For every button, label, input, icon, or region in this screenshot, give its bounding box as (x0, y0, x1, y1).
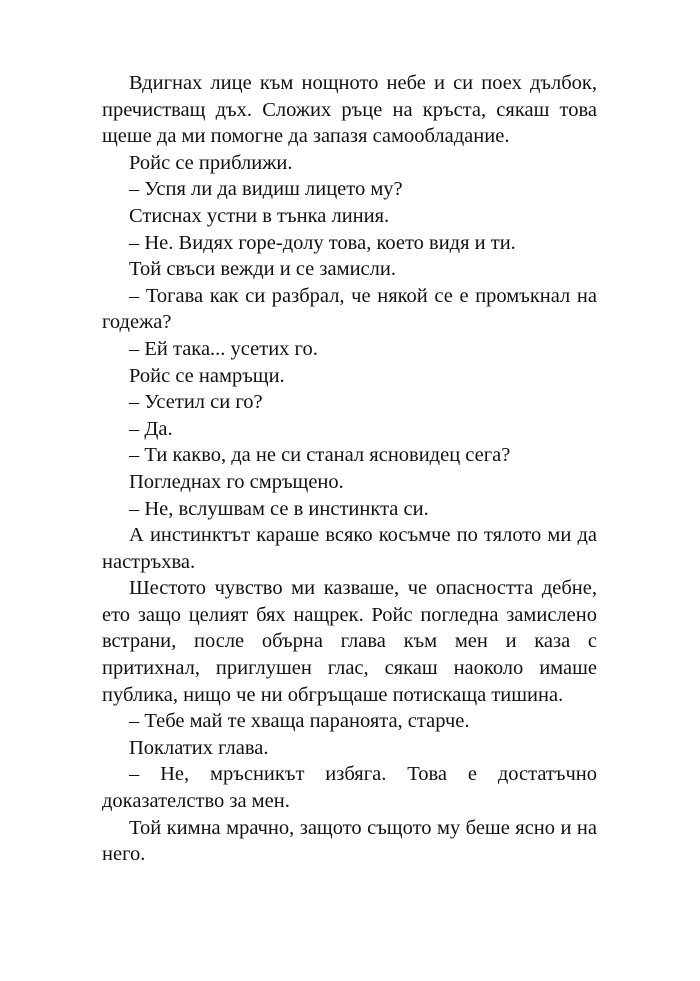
paragraph: Погледнах го смръщено. (129, 470, 344, 493)
paragraph: – Не, вслушвам се в инстинкта си. (129, 497, 429, 520)
paragraph: Той кимна мрачно, защото същото му беше ясно и на него. (102, 816, 597, 866)
paragraph: Той свъси вежди и се замисли. (129, 258, 396, 281)
paragraph: Шестото чувство ми казваше, че опасността дебне, ето защо целият бях нащрек. Ройс погледна замислено встрани, после обърна глава към мен и каза с притихнал, приглушен глас, сякаш наоколо имаше публика, нищо че ни обгръщаше потискаща тишина. (102, 577, 597, 706)
paragraph: – Ти какво, да не си станал ясновидец сега? (129, 444, 511, 467)
paragraph: – Успя ли да видиш лицето му? (129, 178, 403, 201)
paragraph: А инстинктът караше всяко косъмче по тялото ми да настръхва. (102, 524, 597, 573)
paragraph: Ройс се намръщи. (129, 364, 285, 387)
paragraph: – Да. (129, 417, 173, 440)
paragraph: Вдигнах лице към нощното небе и си поех дълбок, пречистващ дъх. Сложих ръце на кръста, сякаш това щеше да ми помогне да запазя самообладание. (102, 72, 597, 148)
paragraph: – Не. Видях горе-долу това, което видя и ти. (129, 231, 516, 254)
paragraph: – Тогава как си разбрал, че някой се е промъкнал на годежа? (102, 284, 597, 334)
paragraph: – Не, мръсникът избяга. Това е достатъчно доказателство за мен. (102, 763, 597, 813)
paragraph: – Ей така... усетих го. (129, 337, 318, 360)
paragraph: Стиснах устни в тънка линия. (129, 204, 390, 227)
paragraph: Ройс се приближи. (129, 151, 293, 174)
paragraph: Поклатих глава. (129, 736, 269, 759)
paragraph: – Тебе май те хваща параноята, старче. (129, 710, 470, 733)
book-page (102, 70, 597, 868)
paragraph: – Усетил си го? (129, 391, 263, 414)
